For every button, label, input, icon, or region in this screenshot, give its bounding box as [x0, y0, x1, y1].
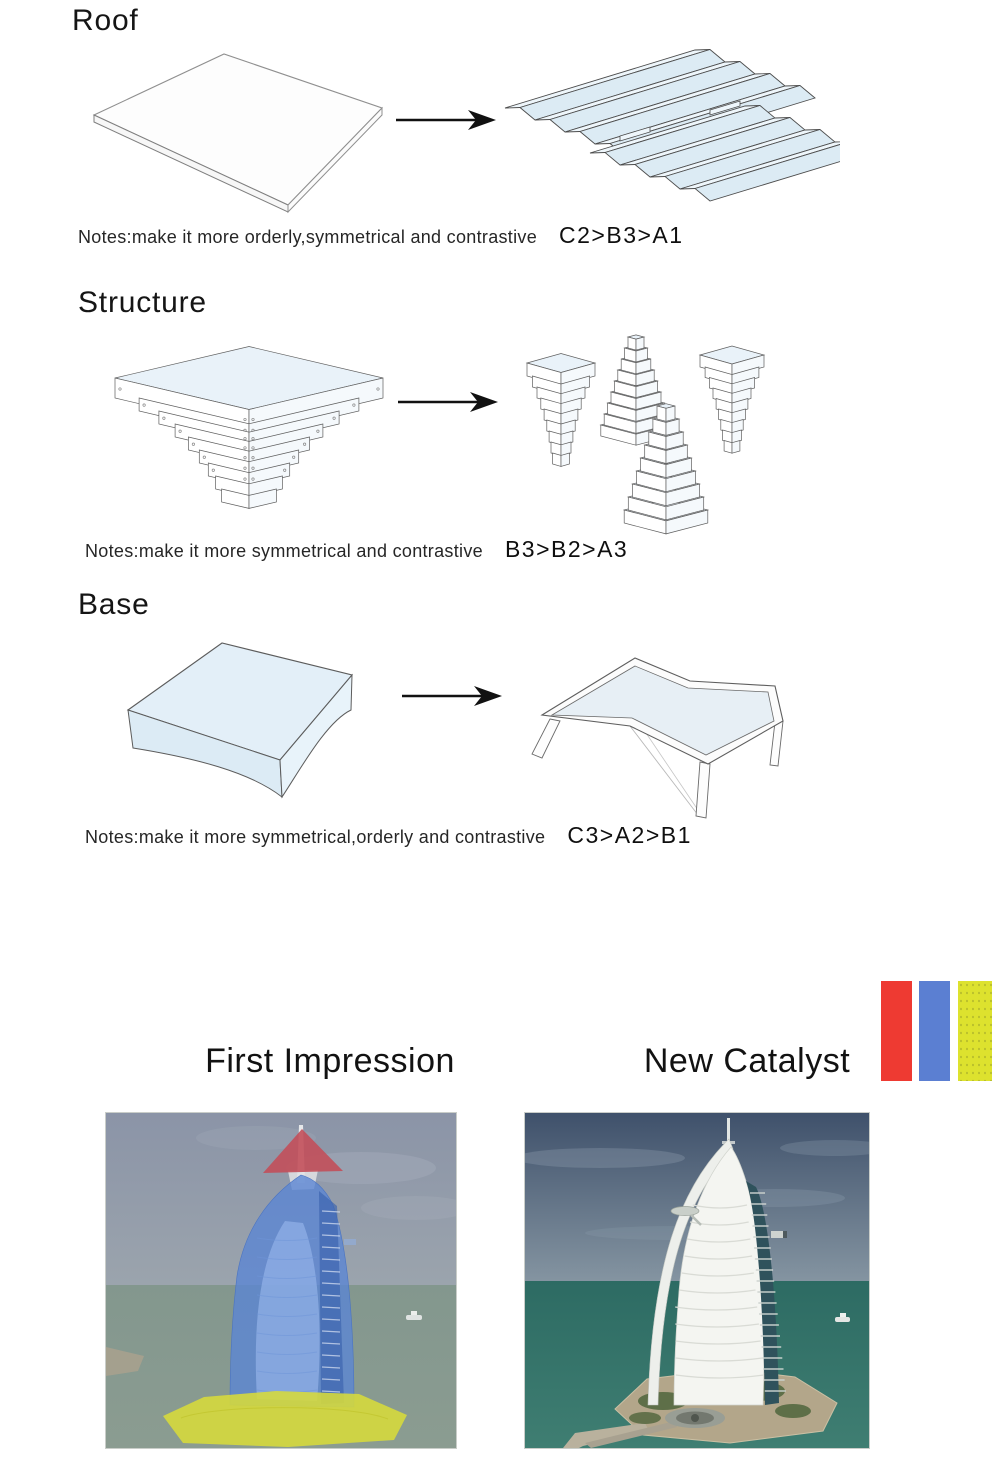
note-text: Notes:make it more symmetrical,orderly and contrastive	[85, 827, 546, 847]
roof-note	[78, 222, 684, 249]
small-inverted-ziggurat-left	[527, 354, 595, 467]
inverted-ziggurat	[115, 347, 383, 509]
annotated-burj-photo	[106, 1113, 456, 1448]
rank-text: C3>A2>B1	[567, 822, 692, 848]
base-after-diagram	[520, 618, 820, 848]
first-impression-title: First Impression	[205, 1042, 455, 1080]
section-title-base: Base	[78, 588, 150, 621]
base-note	[85, 822, 692, 849]
new-catalyst-title: New Catalyst	[643, 1042, 851, 1080]
base-before-diagram	[100, 620, 400, 815]
section-title-roof: Roof	[72, 4, 139, 37]
note-text: Notes:make it more symmetrical and contrastive	[85, 541, 483, 561]
structure-note	[85, 536, 628, 563]
yellow-overlay-base	[163, 1391, 407, 1447]
new-catalyst-image	[524, 1112, 870, 1449]
transform-arrow-icon	[402, 684, 502, 708]
transform-arrow-icon	[398, 390, 498, 414]
note-text: Notes:make it more orderly,symmetrical and contrastive	[78, 227, 538, 247]
transform-arrow-icon	[396, 108, 496, 132]
rank-text: B3>B2>A3	[504, 536, 629, 562]
roof-after-diagram	[495, 28, 840, 213]
small-inverted-ziggurat-right	[700, 346, 764, 453]
legend-swatch-yellow	[958, 981, 992, 1081]
burj-photo	[525, 1113, 869, 1448]
section-title-structure: Structure	[78, 286, 207, 319]
structure-after-diagram	[500, 330, 800, 540]
rank-text: C2>B3>A1	[559, 222, 684, 248]
structure-before-diagram	[92, 342, 412, 527]
helipad	[671, 1207, 699, 1216]
roof-before-diagram	[80, 30, 400, 215]
first-impression-image	[105, 1112, 457, 1449]
